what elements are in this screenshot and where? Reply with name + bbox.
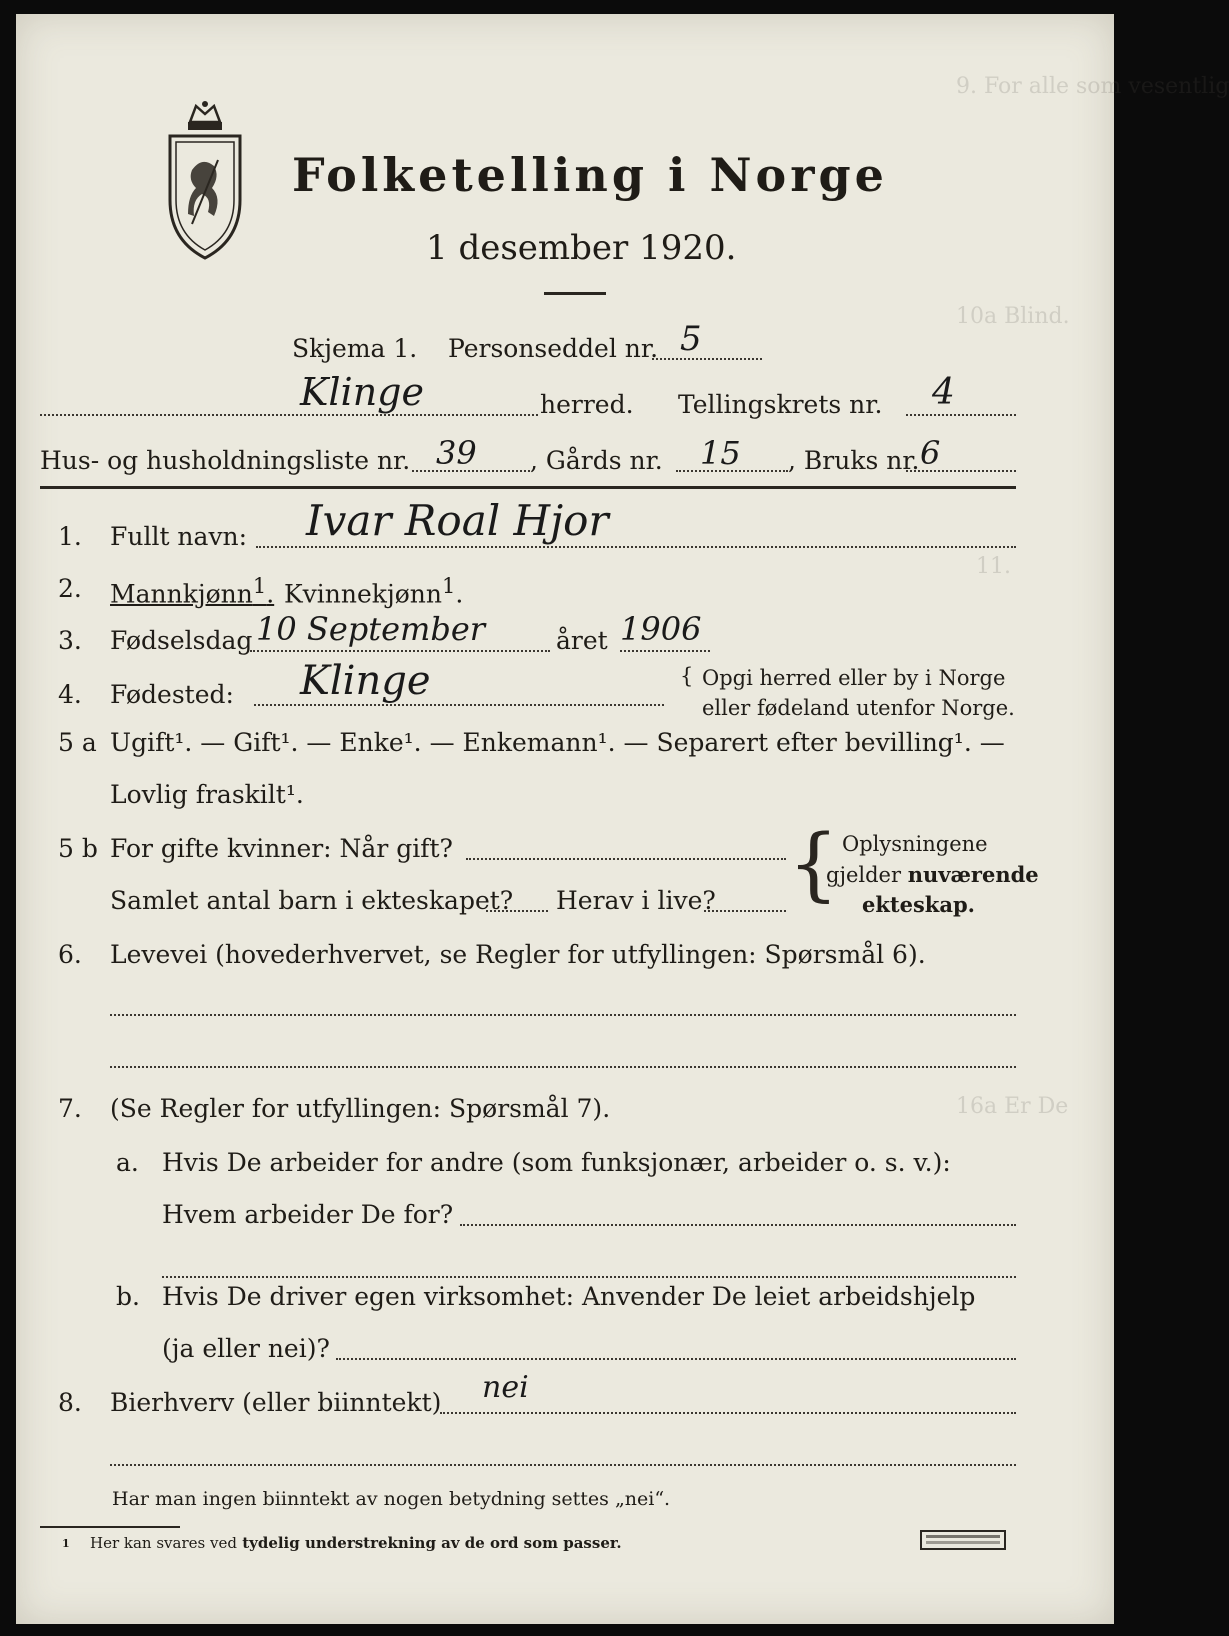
husholdningsliste-label: Hus- og husholdningsliste nr. xyxy=(40,446,411,475)
herred-name[interactable]: Klinge xyxy=(300,370,424,414)
q2-number: 2. xyxy=(58,574,82,603)
gards-number[interactable]: 15 xyxy=(700,434,741,472)
q5b-alive-label: Herav i live? xyxy=(556,886,716,915)
q7-label: (Se Regler for utfyllingen: Spørsmål 7). xyxy=(110,1094,611,1123)
footnote-mark: 1 xyxy=(62,1537,70,1550)
q5b-note-1: Oplysningene xyxy=(842,832,988,856)
sex-female-option[interactable]: Kvinnekjønn$^1$. xyxy=(284,574,464,609)
footer-note: Har man ingen biinntekt av nogen betydning settes „nei“. xyxy=(112,1488,671,1510)
side-income-value[interactable]: nei xyxy=(482,1370,529,1405)
herred-label: herred. xyxy=(540,390,634,419)
tellingskrets-label: Tellingskrets nr. xyxy=(678,390,883,419)
q7b-letter: b. xyxy=(116,1282,140,1311)
census-date: 1 desember 1920. xyxy=(426,228,737,268)
q1-label: Fullt navn: xyxy=(110,522,248,551)
full-name-value[interactable]: Ivar Roal Hjor xyxy=(306,496,609,545)
birthdate-value[interactable]: 10 September xyxy=(256,610,486,648)
q5a-number: 5 a xyxy=(58,728,97,757)
header-rule xyxy=(40,486,1016,489)
q7a-answer-line[interactable] xyxy=(460,1224,1016,1226)
birth-year-value[interactable]: 1906 xyxy=(620,610,702,648)
q6-answer-line-1[interactable] xyxy=(110,1014,1016,1016)
q3-year-label: året xyxy=(556,626,608,655)
q1-number: 1. xyxy=(58,522,82,551)
q8-number: 8. xyxy=(58,1388,82,1417)
form-title: Folketelling i Norge xyxy=(292,148,888,202)
birthplace-note-1: Opgi herred eller by i Norge xyxy=(702,666,1006,690)
bruks-number[interactable]: 6 xyxy=(920,434,941,472)
q5b-children-label: Samlet antal barn i ekteskapet? xyxy=(110,886,514,915)
personseddel-number[interactable]: 5 xyxy=(680,319,702,359)
birthplace-value[interactable]: Klinge xyxy=(300,658,431,704)
q5b-number: 5 b xyxy=(58,834,98,863)
q3-number: 3. xyxy=(58,626,82,655)
q5b-when-married-label: For gifte kvinner: Når gift? xyxy=(110,834,453,863)
census-form: 9. For alle som vesentlig 10a Blind. 11. 16a Er De Folketelling i Norge 1 desember 1920. Skjema 1. Personseddel nr. 5 Klinge herred. Tellingskrets nr. 4 Hus- og husholdningsliste nr. 39 , Gårds nr. 15 , Bruks nr. 6 1. Fullt navn: Ivar Roal Hjor 2. Mannkjønn$^1$. Kvinnekjønn$^1$. 3. Fødselsdag 10 September året 1906 4. Fødested: Klinge { Opgi herred eller by i Norge eller fødeland utenfor Norge. 5 a Ugift¹. — Gift¹. — Enke¹. — Enkemann¹. — Separert efter bevilling¹. — Lovlig fraskilt¹. 5 b For gifte kvinner: Når gift? Samlet antal barn i ekteskapet? Herav i live? { Oplysningene gjelder nuværende ekteskap. 6. Levevei (hovederhvervet, se Regler for utfyllingen: Spørsmål 6). 7. (Se Regler for utfyllingen: Spørsmål 7). a. Hvis De arbeider for andre (som funksjonær, arbeider o. s. v.): Hvem arbeider De for? b. Hvis De driver egen virksomhet: Anvender De leiet arbeidshjelp (ja eller nei)? 8. Bierhverv (eller biinntekt) nei Har man ingen biinntekt av nogen betydning settes „nei“. 1 Her kan svares ved tydelig understrekning av de ord som passer. xyxy=(16,14,1114,1624)
gards-label: , Gårds nr. xyxy=(530,446,663,475)
q8-answer-line-2[interactable] xyxy=(110,1464,1016,1466)
q7a-line-1: Hvis De arbeider for andre (som funksjonær, arbeider o. s. v.): xyxy=(162,1148,951,1177)
marital-status-divorced[interactable]: Lovlig fraskilt¹. xyxy=(110,780,304,809)
q7a-answer-line-2[interactable] xyxy=(162,1276,1016,1278)
schema-label: Skjema 1. xyxy=(292,334,418,363)
q4-label: Fødested: xyxy=(110,680,234,709)
q7a-letter: a. xyxy=(116,1148,139,1177)
title-divider xyxy=(544,292,606,295)
q7b-answer-line[interactable] xyxy=(336,1358,1016,1360)
q6-number: 6. xyxy=(58,940,82,969)
footnote-text: Her kan svares ved tydelig understrekning av de ord som passer. xyxy=(90,1534,622,1552)
q7a-line-2: Hvem arbeider De for? xyxy=(162,1200,454,1229)
printer-stamp-icon xyxy=(920,1530,1006,1550)
q5b-note-2: gjelder nuværende xyxy=(826,862,1039,887)
q7b-line-2: (ja eller nei)? xyxy=(162,1334,330,1363)
personseddel-label: Personseddel nr. xyxy=(448,334,659,363)
q8-label: Bierhverv (eller biinntekt) xyxy=(110,1388,442,1417)
q6-label: Levevei (hovederhvervet, se Regler for utfyllingen: Spørsmål 6). xyxy=(110,940,926,969)
q5b-note-3: ekteskap. xyxy=(862,892,975,917)
birthplace-note-2: eller fødeland utenfor Norge. xyxy=(702,696,1015,720)
q7-number: 7. xyxy=(58,1094,82,1123)
q7b-line-1: Hvis De driver egen virksomhet: Anvender De leiet arbeidshjelp xyxy=(162,1282,976,1311)
q6-answer-line-2[interactable] xyxy=(110,1066,1016,1068)
marital-status-options[interactable]: Ugift¹. — Gift¹. — Enke¹. — Enkemann¹. — Separert efter bevilling¹. — xyxy=(110,728,1005,757)
q4-number: 4. xyxy=(58,680,82,709)
bruks-label: , Bruks nr. xyxy=(788,446,920,475)
q3-label: Fødselsdag xyxy=(110,626,253,655)
tellingskrets-number[interactable]: 4 xyxy=(932,372,955,413)
sex-male-option[interactable]: Mannkjønn$^1$. xyxy=(110,574,275,609)
coat-of-arms-emblem xyxy=(162,100,248,260)
husholdningsliste-number[interactable]: 39 xyxy=(436,434,477,472)
